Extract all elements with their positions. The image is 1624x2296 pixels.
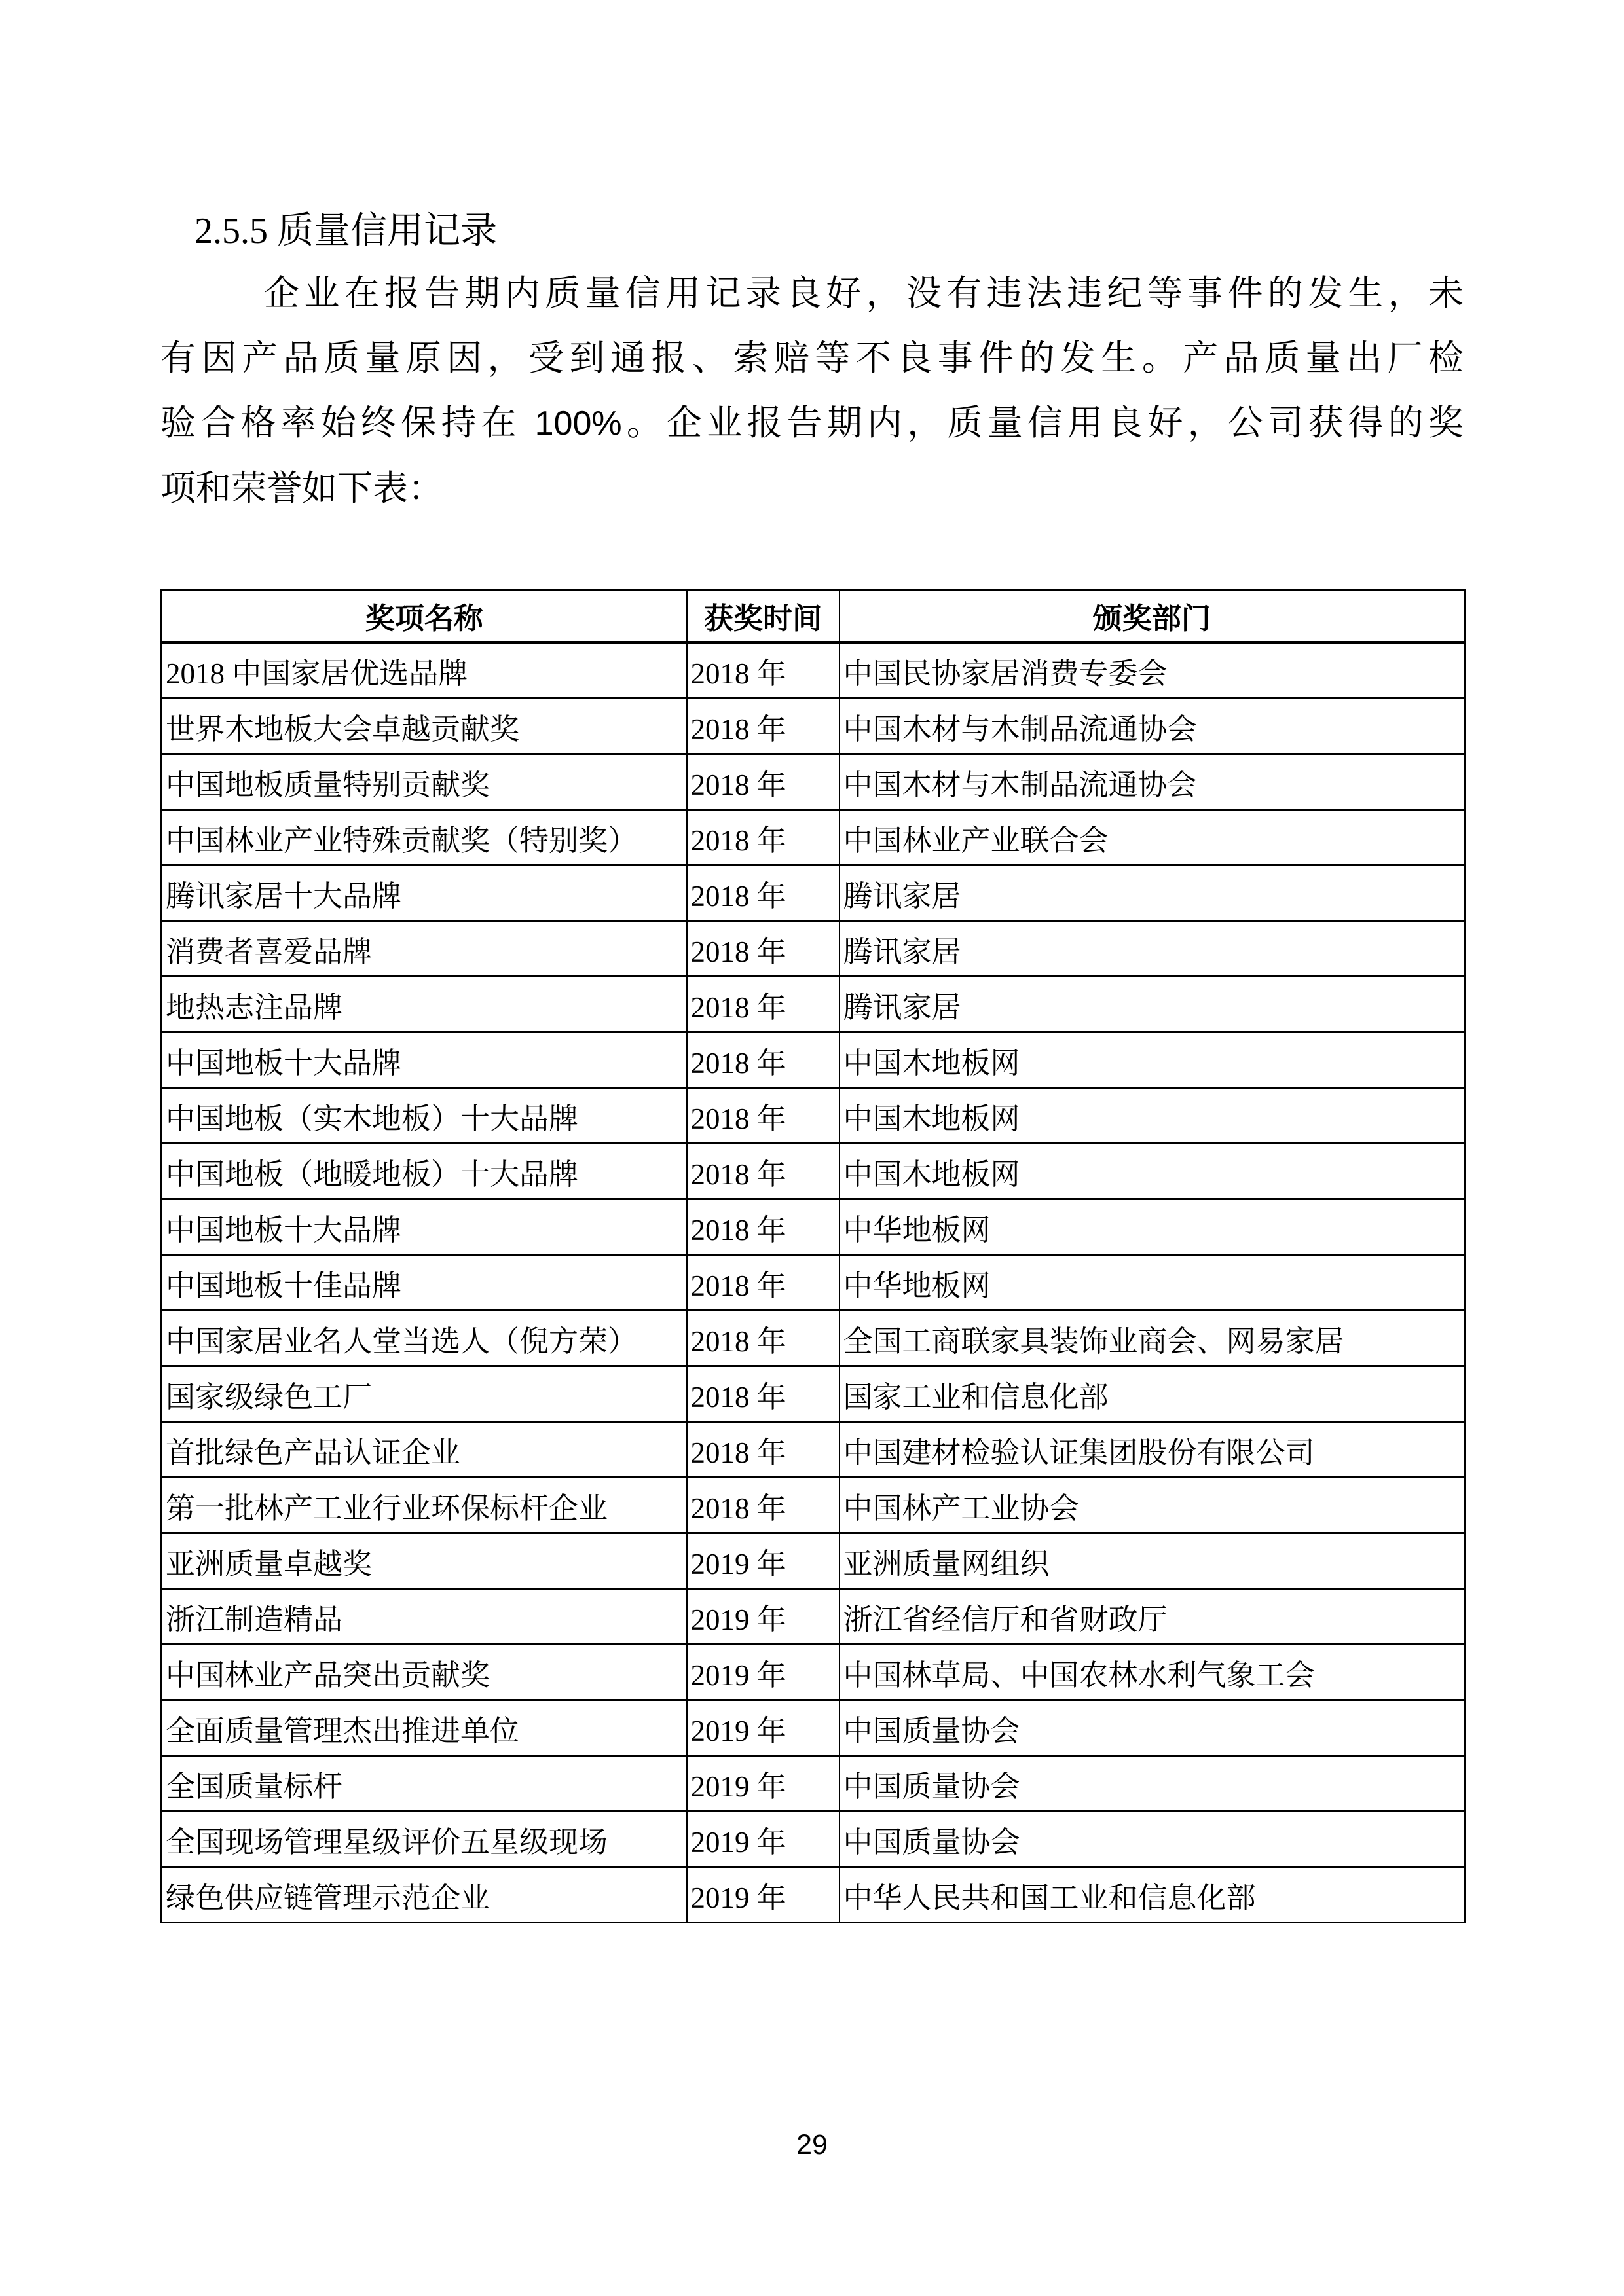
table-row [162,1311,1465,1366]
award-issuer-cell: 腾讯家居 [840,866,1465,921]
award-time-cell: 2018 年 [687,866,840,921]
award-time-cell: 2019 年 [687,1645,840,1700]
award-time-cell: 2018 年 [687,1422,840,1478]
award-name-cell: 全国现场管理星级评价五星级现场 [162,1812,687,1867]
table-row [162,1756,1465,1812]
award-issuer-cell: 中国质量协会 [840,1700,1465,1756]
award-name-cell: 世界木地板大会卓越贡献奖 [162,699,687,754]
award-name-cell: 消费者喜爱品牌 [162,921,687,977]
award-issuer-cell: 中国木地板网 [840,1088,1465,1144]
table-row [162,810,1465,866]
awards-table [160,589,1466,1923]
award-name-cell: 中国地板十大品牌 [162,1032,687,1088]
paragraph-text-segment: 有因产品质量原因，受到通报、索赔等不良事件的发生。产品质量出厂检 [160,338,1464,378]
award-name-cell: 首批绿色产品认证企业 [162,1422,687,1478]
award-time-cell: 2019 年 [687,1867,840,1923]
award-name-cell: 浙江制造精品 [162,1589,687,1645]
award-issuer-cell: 腾讯家居 [840,921,1465,977]
table-row [162,1032,1465,1088]
award-name-cell: 中国地板十佳品牌 [162,1255,687,1311]
award-time-cell: 2018 年 [687,699,840,754]
award-name-cell: 中国家居业名人堂当选人（倪方荣） [162,1311,687,1366]
award-issuer-cell: 国家工业和信息化部 [840,1366,1465,1422]
award-name-cell: 绿色供应链管理示范企业 [162,1867,687,1923]
table-row [162,1812,1465,1867]
paragraph-line [160,456,1464,521]
paragraph-text-segment: 100% [534,405,622,443]
award-name-cell: 中国地板十大品牌 [162,1199,687,1255]
award-issuer-cell: 中国林产工业协会 [840,1478,1465,1533]
paragraph-text-segment: 项和荣誉如下表： [160,469,443,508]
table-row [162,1533,1465,1589]
table-row [162,1645,1465,1700]
award-name-cell: 地热志注品牌 [162,977,687,1032]
table-row [162,1366,1465,1422]
column-header-award-name: 奖项名称 [162,590,687,643]
award-issuer-cell: 亚洲质量网组织 [840,1533,1465,1589]
award-time-cell: 2018 年 [687,1032,840,1088]
award-issuer-cell: 浙江省经信厅和省财政厅 [840,1589,1465,1645]
body-paragraph [160,261,1464,521]
award-time-cell: 2019 年 [687,1533,840,1589]
table-row [162,1478,1465,1533]
paragraph-text-segment: 企业在报告期内质量信用记录良好，没有违法违纪等事件的发生，未 [264,274,1464,313]
award-time-cell: 2018 年 [687,1478,840,1533]
award-issuer-cell: 中国木地板网 [840,1144,1465,1199]
table-row [162,1422,1465,1478]
award-issuer-cell: 中国林草局、中国农林水利气象工会 [840,1645,1465,1700]
award-name-cell: 中国地板（实木地板）十大品牌 [162,1088,687,1144]
award-time-cell: 2019 年 [687,1756,840,1812]
award-issuer-cell: 全国工商联家具装饰业商会、网易家居 [840,1311,1465,1366]
award-name-cell: 2018 中国家居优选品牌 [162,643,687,699]
award-time-cell: 2018 年 [687,810,840,866]
column-header-award-time: 获奖时间 [687,590,840,643]
award-name-cell: 中国林业产品突出贡献奖 [162,1645,687,1700]
award-issuer-cell: 腾讯家居 [840,977,1465,1032]
award-time-cell: 2019 年 [687,1700,840,1756]
award-issuer-cell: 中国质量协会 [840,1812,1465,1867]
award-name-cell: 亚洲质量卓越奖 [162,1533,687,1589]
award-name-cell: 国家级绿色工厂 [162,1366,687,1422]
award-name-cell: 全国质量标杆 [162,1756,687,1812]
award-name-cell: 第一批林产工业行业环保标杆企业 [162,1478,687,1533]
award-name-cell: 中国林业产业特殊贡献奖（特别奖） [162,810,687,866]
award-issuer-cell: 中华地板网 [840,1199,1465,1255]
table-row [162,1589,1465,1645]
table-row [162,699,1465,754]
table-row [162,1867,1465,1923]
award-time-cell: 2019 年 [687,1812,840,1867]
table-row [162,1255,1465,1311]
award-name-cell: 中国地板质量特别贡献奖 [162,754,687,810]
award-time-cell: 2018 年 [687,643,840,699]
award-issuer-cell: 中国木材与木制品流通协会 [840,754,1465,810]
awards-table-body [162,643,1465,1923]
award-time-cell: 2018 年 [687,921,840,977]
award-name-cell: 腾讯家居十大品牌 [162,866,687,921]
award-name-cell: 中国地板（地暖地板）十大品牌 [162,1144,687,1199]
award-issuer-cell: 中国木地板网 [840,1032,1465,1088]
award-name-cell: 全面质量管理杰出推进单位 [162,1700,687,1756]
paragraph-line [160,391,1464,456]
table-row [162,1088,1465,1144]
award-time-cell: 2018 年 [687,1144,840,1199]
award-time-cell: 2018 年 [687,1366,840,1422]
table-row [162,1199,1465,1255]
paragraph-text-segment: 验合格率始终保持在 [160,403,535,443]
award-issuer-cell: 中华地板网 [840,1255,1465,1311]
table-row [162,1144,1465,1199]
award-time-cell: 2018 年 [687,1088,840,1144]
award-time-cell: 2019 年 [687,1589,840,1645]
award-issuer-cell: 中国木材与木制品流通协会 [840,699,1465,754]
table-row [162,866,1465,921]
paragraph-line [160,326,1464,391]
table-row [162,754,1465,810]
table-row [162,977,1465,1032]
award-time-cell: 2018 年 [687,1199,840,1255]
award-time-cell: 2018 年 [687,1311,840,1366]
award-issuer-cell: 中华人民共和国工业和信息化部 [840,1867,1465,1923]
column-header-award-issuer: 颁奖部门 [840,590,1465,643]
award-time-cell: 2018 年 [687,754,840,810]
award-issuer-cell: 中国建材检验认证集团股份有限公司 [840,1422,1465,1478]
page-number: 29 [796,2129,828,2160]
award-issuer-cell: 中国民协家居消费专委会 [840,643,1465,699]
table-row [162,643,1465,699]
award-time-cell: 2018 年 [687,977,840,1032]
section-heading: 2.5.5 质量信用记录 [194,211,497,251]
award-time-cell: 2018 年 [687,1255,840,1311]
award-issuer-cell: 中国林业产业联合会 [840,810,1465,866]
table-header-row [162,590,1465,643]
paragraph-line [160,261,1464,326]
award-issuer-cell: 中国质量协会 [840,1756,1465,1812]
table-row [162,921,1465,977]
table-row [162,1700,1465,1756]
paragraph-text-segment: 。企业报告期内，质量信用良好，公司获得的奖 [621,403,1464,443]
